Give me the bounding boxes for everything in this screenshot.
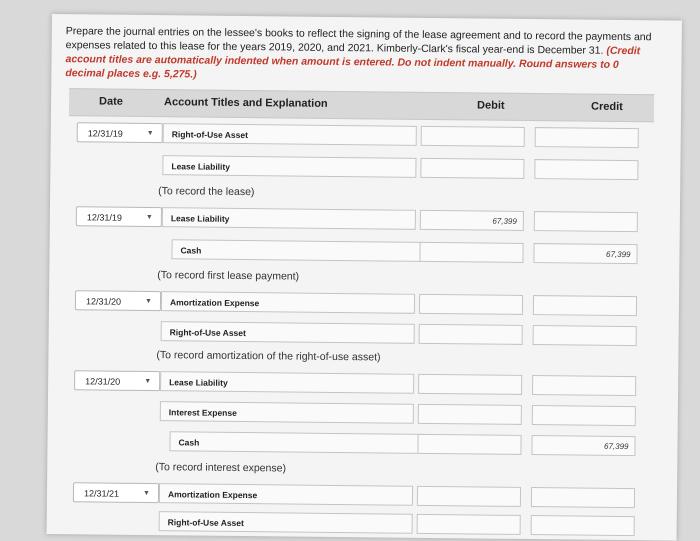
debit-field[interactable]: [419, 324, 523, 345]
caret-down-icon: ▼: [146, 129, 154, 138]
journal-row: [49, 290, 679, 319]
entry-memo: (To record first lease payment): [157, 269, 300, 283]
journal-row: [48, 370, 678, 399]
journal-row: [50, 154, 680, 183]
account-field[interactable]: Right-of-Use Asset: [163, 123, 417, 146]
account-field[interactable]: Right-of-Use Asset: [161, 321, 415, 344]
credit-field[interactable]: [533, 295, 637, 316]
journal-row: [50, 206, 680, 235]
account-field[interactable]: Cash: [171, 239, 425, 262]
instructions-text: Prepare the journal entries on the lessee's books to reflect the signing of the lease agreement and to record the payments and expenses related to this lease for the years 2019, 2020, and 2021. Kimberly-Clark's fiscal year-end is December 31.: [65, 25, 652, 57]
debit-field[interactable]: [419, 294, 523, 315]
credit-field[interactable]: [532, 405, 636, 426]
instructions: [65, 24, 656, 86]
debit-field[interactable]: [417, 514, 521, 535]
caret-down-icon: ▼: [144, 377, 152, 386]
instructions-note: (Credit account titles are automatically indented when amount is entered. Do not indent manually. Round answers to 0 decimal places e.g. 5,275.): [65, 44, 641, 81]
credit-field[interactable]: 67,399: [533, 243, 637, 264]
debit-field[interactable]: [420, 158, 524, 179]
entry-memo: (To record interest expense): [155, 461, 287, 475]
caret-down-icon: ▼: [145, 297, 153, 306]
caret-down-icon: ▼: [143, 489, 151, 498]
date-select[interactable]: 12/31/21 ▼: [73, 482, 159, 503]
credit-field[interactable]: [531, 515, 635, 536]
header-credit: Credit: [590, 100, 623, 113]
header-date: Date: [99, 95, 123, 108]
account-field[interactable]: Lease Liability: [162, 155, 416, 178]
credit-field[interactable]: [532, 375, 636, 396]
credit-field[interactable]: [531, 487, 635, 508]
journal-row: [49, 320, 679, 349]
table-header: [69, 88, 654, 122]
credit-field[interactable]: [533, 325, 637, 346]
question-page: [47, 14, 682, 541]
account-field[interactable]: Right-of-Use Asset: [159, 511, 413, 534]
account-field[interactable]: Lease Liability: [162, 207, 416, 230]
date-select[interactable]: 12/31/19 ▼: [76, 206, 162, 227]
debit-field[interactable]: 67,399: [420, 210, 524, 231]
header-account: Account Titles and Explanation: [164, 96, 328, 110]
date-select[interactable]: 12/31/20 ▼: [74, 370, 160, 391]
date-select[interactable]: 12/31/19 ▼: [77, 122, 163, 143]
account-field[interactable]: Cash: [169, 431, 423, 454]
journal-row: [48, 400, 678, 429]
caret-down-icon: ▼: [145, 213, 153, 222]
credit-field[interactable]: [534, 211, 638, 232]
journal-row: [49, 238, 679, 267]
journal-row: [51, 122, 681, 151]
debit-field[interactable]: [418, 404, 522, 425]
entry-memo: (To record amortization of the right-of-use asset): [156, 349, 381, 364]
date-select[interactable]: 12/31/20 ▼: [75, 290, 161, 311]
journal-row: [47, 482, 677, 511]
debit-field[interactable]: [421, 126, 525, 147]
journal-row: [47, 430, 677, 459]
account-field[interactable]: Lease Liability: [160, 371, 414, 394]
journal-row: [47, 510, 677, 539]
header-debit: Debit: [477, 99, 505, 112]
credit-field[interactable]: [535, 127, 639, 148]
debit-field[interactable]: [417, 486, 521, 507]
credit-field[interactable]: 67,399: [531, 435, 635, 456]
account-field[interactable]: Interest Expense: [160, 401, 414, 424]
account-field[interactable]: Amortization Expense: [161, 291, 415, 314]
account-field[interactable]: Amortization Expense: [159, 483, 413, 506]
entry-memo: (To record the lease): [158, 185, 255, 199]
debit-field[interactable]: [418, 374, 522, 395]
debit-field[interactable]: [417, 434, 521, 455]
credit-field[interactable]: [534, 159, 638, 180]
debit-field[interactable]: [419, 242, 523, 263]
